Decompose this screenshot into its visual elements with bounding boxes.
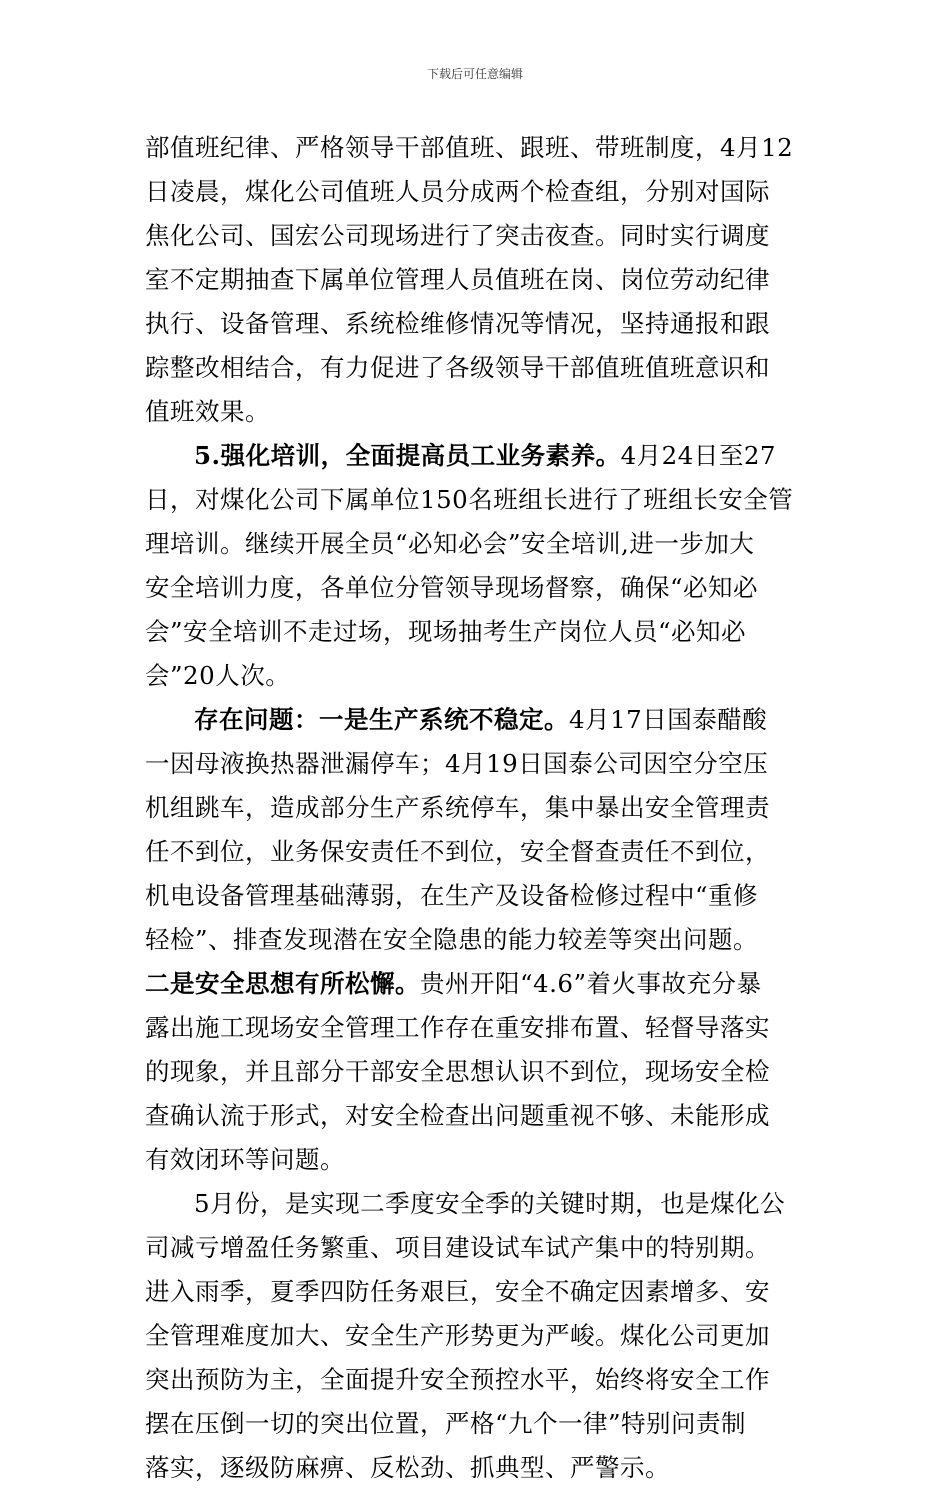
body-text: 落实，逐级防麻痹、反松劲、抓典型、严警示。: [145, 1453, 670, 1482]
text-line: [145, 1358, 825, 1402]
body-text: 日，对煤化公司下属单位150名班组长进行了班组长安全管: [145, 485, 794, 514]
text-line: [145, 1182, 825, 1226]
text-line: [145, 214, 825, 258]
text-line: [145, 962, 825, 1006]
body-text: 4月24日至27: [620, 441, 777, 470]
bold-heading-text: 存在问题：一是生产系统不稳定。: [194, 705, 569, 734]
body-text: 的现象，并且部分干部安全思想认识不到位，现场安全检: [145, 1057, 770, 1086]
body-text: 贵州开阳“4.6”着火事故充分暴: [420, 969, 762, 998]
page-header: 下载后可任意编辑: [426, 67, 523, 81]
text-line: [145, 126, 825, 170]
body-text: 会”安全培训不走过场，现场抽考生产岗位人员“必知必: [145, 617, 747, 646]
body-text: 一因母液换热器泄漏停车；4月19日国泰公司因空分空压: [145, 749, 769, 778]
text-line: [145, 918, 825, 962]
text-line: [145, 1006, 825, 1050]
body-text: 焦化公司、国宏公司现场进行了突击夜查。同时实行调度: [145, 221, 770, 250]
text-line: [145, 434, 825, 478]
body-text: 突出预防为主，全面提升安全预控水平，始终将安全工作: [145, 1365, 770, 1394]
text-line: [145, 566, 825, 610]
body-text: 踪整改相结合，有力促进了各级领导干部值班值班意识和: [145, 353, 770, 382]
body-text: 5月份，是实现二季度安全季的关键时期，也是煤化公: [194, 1189, 786, 1218]
text-line: [145, 1050, 825, 1094]
text-line: [145, 610, 825, 654]
text-line: [145, 1314, 825, 1358]
text-line: [145, 170, 825, 214]
text-line: [145, 1446, 825, 1490]
body-text: 进入雨季，夏季四防任务艰巨，安全不确定因素增多、安: [145, 1277, 770, 1306]
text-line: [145, 258, 825, 302]
text-line: [145, 830, 825, 874]
body-text: 值班效果。: [145, 397, 270, 426]
text-line: [145, 1270, 825, 1314]
body-text: 日凌晨，煤化公司值班人员分成两个检查组，分别对国际: [145, 177, 770, 206]
body-text: 安全培训力度，各单位分管领导现场督察，确保“必知必: [145, 573, 759, 602]
text-line: [145, 742, 825, 786]
body-text: 执行、设备管理、系统检维修情况等情况，坚持通报和跟: [145, 309, 770, 338]
text-line: [145, 1402, 825, 1446]
body-text: 4月17日国泰醋酸: [569, 705, 768, 734]
body-text: 有效闭环等问题。: [145, 1145, 345, 1174]
text-line: [145, 478, 825, 522]
body-text: 摆在压倒一切的突出位置，严格“九个一律”特别问责制: [145, 1409, 747, 1438]
body-text: 司减亏增盈任务繁重、项目建设试车试产集中的特别期。: [145, 1233, 770, 1262]
body-text: 任不到位，业务保安责任不到位，安全督查责任不到位，: [145, 837, 770, 866]
text-line: [145, 1138, 825, 1182]
body-text: 全管理难度加大、安全生产形势更为严峻。煤化公司更加: [145, 1321, 770, 1350]
document-body: [145, 126, 825, 1490]
body-text: 机电设备管理基础薄弱，在生产及设备检修过程中“重修: [145, 881, 759, 910]
text-line: [145, 522, 825, 566]
body-text: 轻检”、排查发现潜在安全隐患的能力较差等突出问题。: [145, 925, 759, 954]
text-line: [145, 654, 825, 698]
text-line: [145, 1094, 825, 1138]
text-line: [145, 786, 825, 830]
text-line: [145, 874, 825, 918]
text-line: [145, 302, 825, 346]
body-text: 部值班纪律、严格领导干部值班、跟班、带班制度，4月12: [145, 133, 794, 162]
text-line: [145, 698, 825, 742]
text-line: [145, 390, 825, 434]
body-text: 理培训。继续开展全员“必知必会”安全培训,进一步加大: [145, 529, 755, 558]
body-text: 露出施工现场安全管理工作存在重安排布置、轻督导落实: [145, 1013, 770, 1042]
body-text: 查确认流于形式，对安全检查出问题重视不够、未能形成: [145, 1101, 770, 1130]
text-line: [145, 346, 825, 390]
body-text: 机组跳车，造成部分生产系统停车，集中暴出安全管理责: [145, 793, 770, 822]
text-line: [145, 1226, 825, 1270]
body-text: 室不定期抽查下属单位管理人员值班在岗、岗位劳动纪律: [145, 265, 770, 294]
bold-heading-text: 5.强化培训，全面提高员工业务素养。: [194, 441, 621, 470]
bold-heading-text: 二是安全思想有所松懈。: [145, 969, 420, 998]
body-text: 会”20人次。: [145, 661, 291, 690]
